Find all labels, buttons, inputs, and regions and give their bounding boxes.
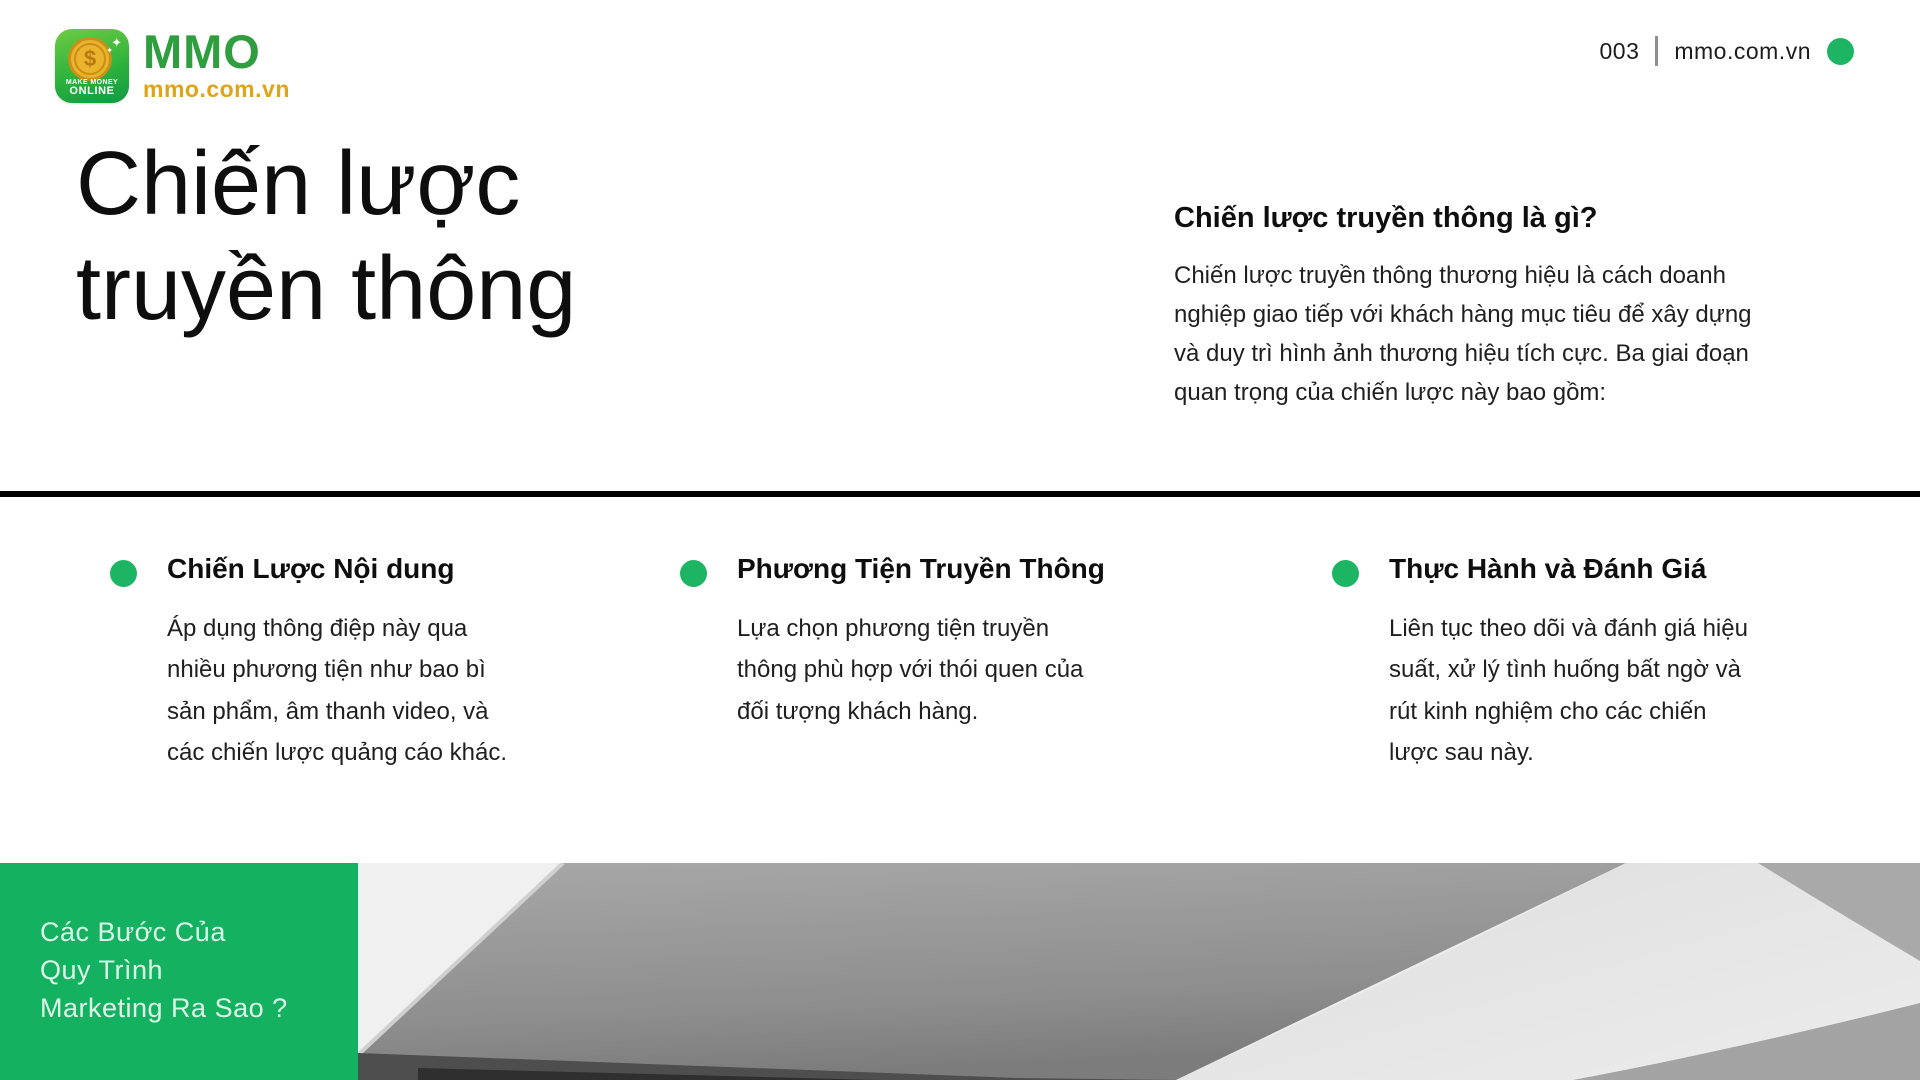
page-title-line2: truyền thông [76,239,577,340]
footer-question-box [0,863,358,1080]
column-body: Liên tục theo dõi và đánh giá hiệu suất, xử lý tình huống bất ngờ và rút kinh nghiệm cho các chiến lược sau này. [1389,615,1748,766]
green-dot-icon [1827,38,1854,65]
architecture-photo [358,863,1920,1080]
bullet-icon [680,560,707,587]
column-text [1389,553,1751,773]
column-title: Chiến Lược Nội dung [167,553,455,584]
column-content-strategy [110,553,570,773]
column-body: Lựa chọn phương tiện truyền thông phù hợp với thói quen của đối tượng khách hàng. [737,615,1084,725]
logo-wordmark [143,25,290,103]
brand-logo [55,25,290,103]
mmo-app-icon [55,29,129,103]
intro-block [1174,202,1814,413]
site-label: mmo.com.vn [1674,37,1811,64]
sparkle-icon: ✦ [111,34,122,50]
footer-question-line3: Marketing Ra Sao ? [40,993,288,1024]
column-media [680,553,1150,732]
bullet-icon [1332,560,1359,587]
logo-brand-text: MMO [143,25,261,78]
page-title [76,132,576,343]
section-divider [0,491,1920,497]
meta-divider [1655,36,1658,66]
page-number: 003 [1599,37,1640,64]
coin-icon [68,37,112,81]
page-meta [1599,36,1854,66]
sparkle-icon: ✦ [106,45,113,55]
architecture-photo-graphic [358,863,1920,1080]
column-text [167,553,519,773]
logo-domain-text: mmo.com.vn [143,76,290,102]
page-title-line1: Chiến lược [76,134,521,234]
dollar-sign-icon: $ [74,43,106,75]
column-evaluation [1332,553,1802,773]
column-title: Thực Hành và Đánh Giá [1389,553,1707,584]
column-title: Phương Tiện Truyền Thông [737,553,1105,584]
logo-badge-line1: MAKE MONEY [65,78,119,86]
footer-question-line2: Quy Trình [40,955,164,986]
column-body: Áp dụng thông điệp này qua nhiều phương tiện như bao bì sản phẩm, âm thanh video, và các chiến lược quảng cáo khác. [167,615,507,766]
intro-body: Chiến lược truyền thông thương hiệu là cách doanh nghiệp giao tiếp với khách hàng mục tiêu để xây dựng và duy trì hình ảnh thương hiệu tích cực. Ba giai đoạn quan trọng của chiến lược này bao gồm: [1174,262,1752,406]
intro-heading: Chiến lược truyền thông là gì? [1174,202,1598,234]
bullet-icon [110,560,137,587]
footer-question-line1: Các Bước Của [40,917,226,947]
logo-badge-line2: ONLINE [69,84,115,97]
logo-badge [55,79,129,98]
column-text [737,553,1112,732]
